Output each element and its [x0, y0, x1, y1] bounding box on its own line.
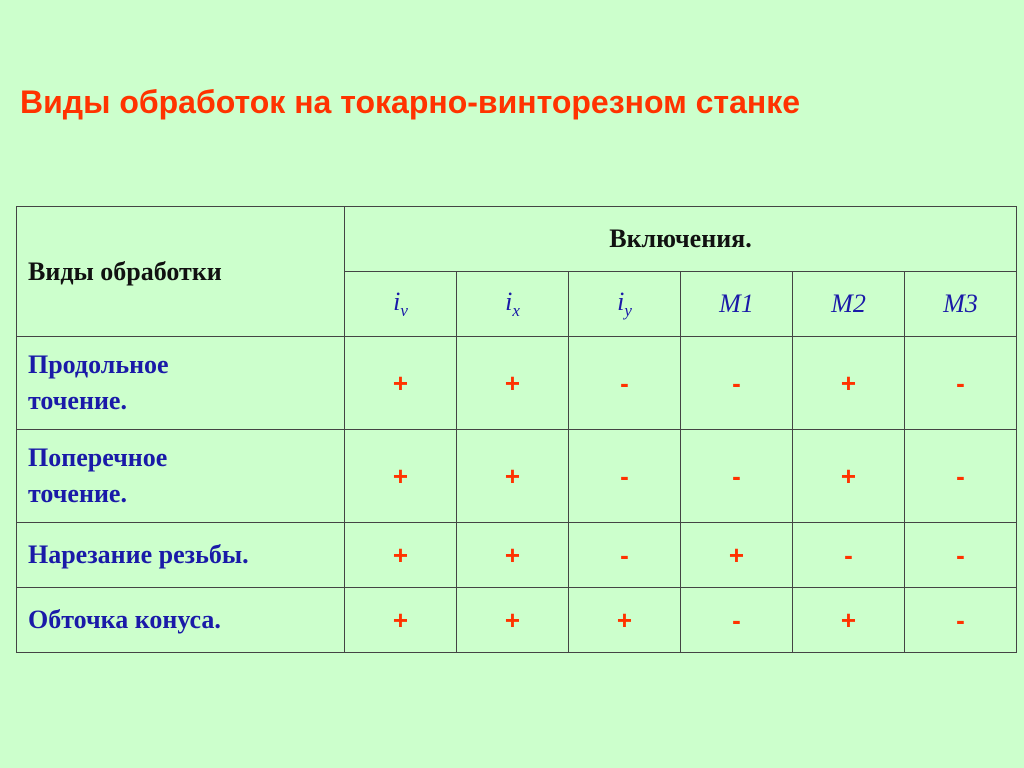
table-cell: +	[457, 337, 569, 430]
column-header-subscript: y	[624, 301, 632, 321]
table-cell: +	[793, 337, 905, 430]
column-header	[905, 272, 1017, 337]
table-header-row	[17, 207, 1017, 272]
column-header-subscript: x	[512, 301, 520, 321]
table-cell: -	[569, 523, 681, 588]
table-cell: -	[905, 430, 1017, 523]
column-header-base: i	[617, 286, 625, 316]
column-header-subscript: v	[400, 301, 408, 321]
table-cell: +	[345, 337, 457, 430]
column-header	[345, 272, 457, 337]
row-label	[17, 430, 345, 523]
table-cell: +	[345, 523, 457, 588]
column-header-base: M3	[943, 289, 978, 318]
row-header-cell: Виды обработки	[17, 207, 345, 337]
table-cell: +	[569, 588, 681, 653]
row-label: Обточка конуса.	[17, 588, 345, 653]
column-header-base: i	[505, 286, 513, 316]
inclusions-table	[16, 206, 1017, 653]
table-cell: -	[905, 337, 1017, 430]
column-header	[681, 272, 793, 337]
row-label-line: Продольное	[28, 350, 169, 379]
table-row	[17, 588, 1017, 653]
row-label: Нарезание резьбы.	[17, 523, 345, 588]
table-cell: +	[793, 430, 905, 523]
row-label-line: точение.	[28, 386, 127, 415]
column-header-base: M2	[831, 289, 866, 318]
table-cell: -	[681, 337, 793, 430]
table-cell: +	[457, 523, 569, 588]
column-header-base: i	[393, 286, 401, 316]
table-cell: +	[345, 588, 457, 653]
column-header	[569, 272, 681, 337]
table-cell: +	[345, 430, 457, 523]
row-label-line: точение.	[28, 479, 127, 508]
slide-title: Виды обработок на токарно-винторезном станке	[20, 84, 801, 120]
column-header	[457, 272, 569, 337]
table-cell: +	[793, 588, 905, 653]
table-cell: -	[681, 588, 793, 653]
column-header-base: M1	[719, 289, 754, 318]
row-label	[17, 337, 345, 430]
table-row	[17, 430, 1017, 523]
group-header-cell: Включения.	[345, 207, 1017, 272]
table-cell: +	[681, 523, 793, 588]
table-row	[17, 337, 1017, 430]
column-header	[793, 272, 905, 337]
row-label-line: Поперечное	[28, 443, 168, 472]
table-cell: -	[905, 523, 1017, 588]
table-cell: -	[569, 430, 681, 523]
table-row	[17, 523, 1017, 588]
table-cell: -	[681, 430, 793, 523]
table-cell: -	[905, 588, 1017, 653]
table-cell: -	[793, 523, 905, 588]
table-cell: -	[569, 337, 681, 430]
table-cell: +	[457, 430, 569, 523]
table-cell: +	[457, 588, 569, 653]
